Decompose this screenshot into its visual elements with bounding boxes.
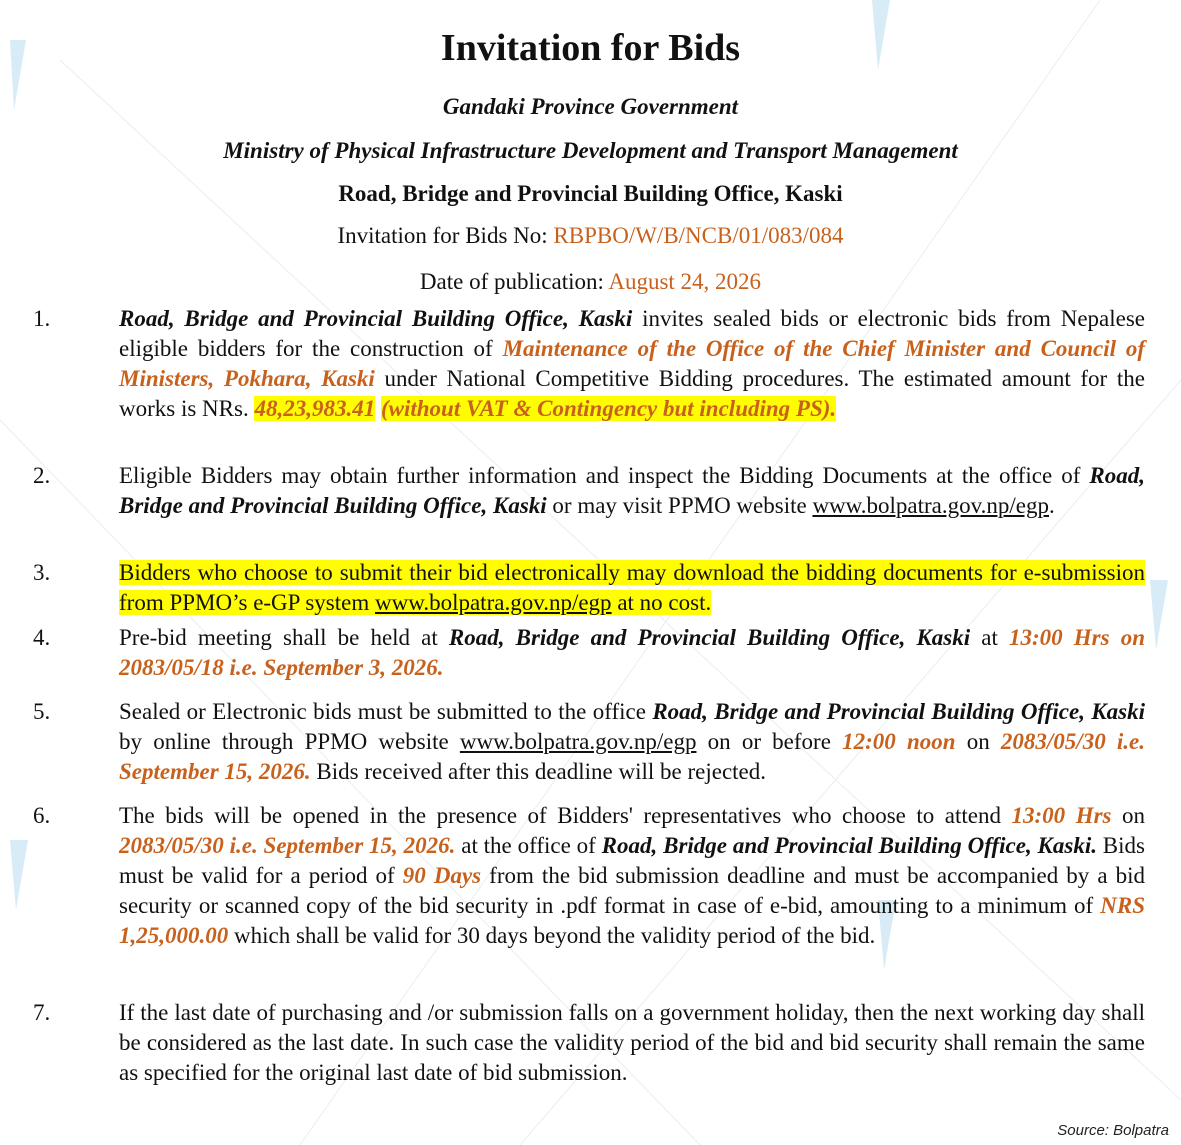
item-text [119, 623, 1145, 683]
text-run: Bids must be valid for a period of [119, 833, 1145, 888]
item-number: 3. [33, 560, 51, 585]
office-name: Road, Bridge and Provincial Building Office, Kaski [448, 625, 971, 650]
government-line: Gandaki Province Government [442, 94, 739, 119]
text-run: on or before [696, 729, 843, 754]
text-run: on [1111, 803, 1145, 828]
item-number: 2. [33, 463, 51, 488]
office-name: Road, Bridge and Provincial Building Office, Kaski [652, 699, 1145, 724]
ministry-line: Ministry of Physical Infrastructure Development and Transport Management [223, 138, 958, 163]
text-run: from the bid submission deadline and must be accompanied by a bid security or scanned copy of the bid security in .pdf format in case of e-bid, amounting to a minimum of [119, 863, 1145, 918]
text-run: invites sealed bids or electronic bids from Nepalese eligible bidders for the construction of [119, 306, 1146, 361]
office-line: Road, Bridge and Provincial Building Office, Kaski [338, 181, 843, 206]
text-run: Eligible Bidders may obtain further information and inspect the Bidding Documents at the office of [119, 463, 1090, 488]
website-link[interactable]: www.bolpatra.gov.np/egp [812, 493, 1049, 518]
page-title: Invitation for Bids [440, 27, 741, 69]
item-text [119, 304, 1145, 424]
source-credit: Source: Bolpatra [1057, 1122, 1169, 1139]
text-run: by online through PPMO website [119, 729, 460, 754]
item-number: 4. [33, 625, 51, 650]
estimated-amount: 48,23,983.41 [254, 396, 376, 421]
item-number: 6. [33, 803, 51, 828]
text-run: at no cost. [611, 590, 712, 615]
item-text [119, 801, 1145, 951]
publication-label: Date of publication: [419, 269, 609, 294]
item-text [119, 461, 1145, 521]
item-number: 7. [33, 1000, 51, 1025]
text-run: on [955, 729, 1001, 754]
office-name: Road, Bridge and Provincial Building Office, Kaski [119, 306, 633, 331]
item-number: 5. [33, 699, 51, 724]
ifb-number: RBPBO/W/B/NCB/01/083/084 [553, 223, 844, 248]
amount-note: (without VAT & Contingency but including PS). [380, 396, 837, 421]
prebid-datetime: 13:00 Hrs on 2083/05/18 i.e. September 3, 2026. [119, 625, 1145, 680]
publication-date-line [0, 267, 1181, 297]
bid-security-amount: NRS 1,25,000.00 [119, 893, 1145, 948]
item-text [119, 558, 1145, 618]
text-run: which shall be valid for 30 days beyond the validity period of the bid. [228, 923, 876, 948]
office-name: Road, Bridge and Provincial Building Office, Kaski. [601, 833, 1097, 858]
text-run: at the office of [455, 833, 602, 858]
text-run: Pre-bid meeting shall be held at [119, 625, 449, 650]
deadline-time: 12:00 noon [842, 729, 956, 754]
text-run: or may visit PPMO website [546, 493, 813, 518]
text-run: Bids received after this deadline will be rejected. [310, 759, 766, 784]
deadline-date: 2083/05/30 i.e. September 15, 2026. [119, 729, 1145, 784]
ifb-label: Invitation for Bids No: [337, 223, 554, 248]
item-number: 1. [33, 306, 51, 331]
ifb-number-line [0, 221, 1181, 251]
text-run: Sealed or Electronic bids must be submitted to the office [119, 699, 653, 724]
validity-period: 90 Days [402, 863, 482, 888]
text-run: The bids will be opened in the presence of Bidders' representatives who choose to attend [119, 803, 1012, 828]
item-text: If the last date of purchasing and /or submission falls on a government holiday, then the next working day shall be considered as the last date. In such case the validity period of the bid and bid security shall remain the same as specified for the original last date of bid submission. [119, 1000, 1145, 1085]
website-link[interactable]: www.bolpatra.gov.np/egp [459, 729, 697, 754]
publication-date: August 24, 2026 [608, 269, 762, 294]
opening-date: 2083/05/30 i.e. September 15, 2026. [119, 833, 456, 858]
text-run: under National Competitive Bidding procedures. The estimated amount for the works is NRs. [119, 366, 1145, 421]
website-link[interactable]: www.bolpatra.gov.np/egp [375, 590, 612, 615]
text-run: Bidders who choose to submit their bid electronically may download the bidding documents for e-submission from PPMO’s e-GP system [119, 560, 1145, 615]
item-text [119, 697, 1145, 787]
text-run: . [1049, 493, 1055, 518]
opening-time: 13:00 Hrs [1011, 803, 1112, 828]
work-name: Maintenance of the Office of the Chief Minister and Council of Ministers, Pokhara, Kaski [119, 336, 1145, 391]
office-name: Road, Bridge and Provincial Building Office, Kaski [119, 463, 1145, 518]
text-run: at [970, 625, 1009, 650]
